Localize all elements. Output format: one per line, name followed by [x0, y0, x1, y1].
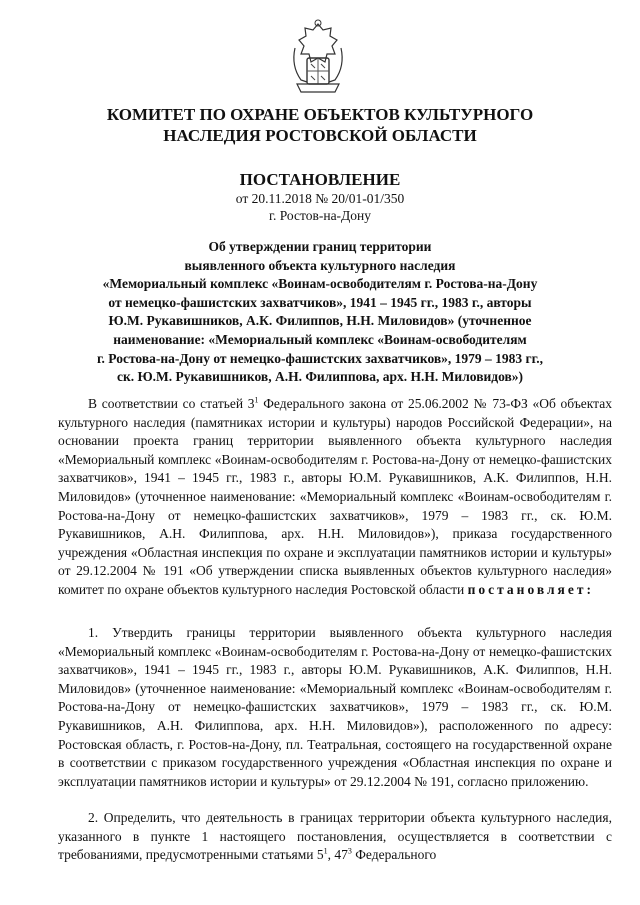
item-2-text: , 47 — [327, 847, 348, 863]
superscript: 3 — [347, 846, 352, 856]
title-line: от немецко-фашистских захватчиков», 1941 – 1945 гг., 1983 г., авторы — [108, 294, 532, 310]
title-line: «Мемориальный комплекс «Воинам-освободителям г. Ростова-на-Дону — [102, 276, 538, 292]
preamble-paragraph — [58, 395, 612, 600]
date-number: от 20.11.2018 № 20/01-01/350 — [235, 191, 405, 206]
item-2-paragraph — [58, 809, 612, 865]
superscript: 1 — [323, 846, 328, 856]
title-line: Ю.М. Рукавишников, А.К. Филиппов, Н.Н. Миловидов» (уточненное — [108, 313, 532, 329]
item-1-text: 1. Утвердить границы территории выявленного объекта культурного наследия «Мемориальный комплекс «Воинам-освободителям г. Ростова-на-Дону от немецко-фашистских захватчиков», 1941 – 1945 гг., 1983 г., авторы Ю.М. Рукавишников, А.К. Филиппов, Н.Н. Миловидов» (уточненное наименование: «Мемориальный комплекс «Воинам-освободителям г. Ростова-на-Дону от немецко-фашистских захватчиков», 1979 – 1983 гг., ск. Ю.М. Рукавишников, А.Н. Филиппова, арх. Н.Н. Миловидов»), расположенного по адресу: Ростовская область, г. Ростов-на-Дону, пл. Театральная, состоящего на государственной охране в соответствии с приказом государственного учреждения «Областная инспекция по охране и эксплуатации памятников истории и культуры» от 29.12.2004 № 191, согласно приложению. — [58, 625, 612, 789]
document-type: ПОСТАНОВЛЕНИЕ — [239, 170, 401, 189]
organization-name — [0, 104, 640, 146]
organization-name-line1: КОМИТЕТ ПО ОХРАНЕ ОБЪЕКТОВ КУЛЬТУРНОГО — [106, 105, 534, 124]
preamble-text: В соответствии со статьей 3 — [88, 396, 255, 411]
title-line: ск. Ю.М. Рукавишников, А.Н. Филиппова, арх. Н.Н. Миловидов») — [116, 369, 524, 385]
title-line: Об утверждении границ территории — [208, 239, 432, 254]
document-meta — [0, 190, 640, 224]
decree-word: постановляет: — [467, 581, 594, 597]
city: г. Ростов-на-Дону — [268, 208, 371, 223]
document-title — [40, 238, 600, 387]
preamble-text: Федерального закона от 25.06.2002 № 73-ФЗ «Об объектах культурного наследия (памятниках истории и культуры) народов Российской Федерации», на основании проекта границ территории выявленного объекта культурного наследия «Мемориальный комплекс «Воинам-освободителям г. Ростова-на-Дону от немецко-фашистских захватчиков», 1941 – 1945 гг., 1983 г., авторы Ю.М. Рукавишников, А.К. Филиппов, Н.Н. Миловидов» (уточненное наименование: «Мемориальный комплекс «Воинам-освободителям г. Ростова-на-Дону от немецко-фашистских захватчиков», 1979 – 1983 гг., ск. Ю.М. Рукавишников, А.Н. Филиппова, арх. Н.Н. Миловидов»), приказа государственного учреждения «Областная инспекция по охране и эксплуатации памятников истории и культуры» от 29.12.2004 № 191 «Об утверждении списка выявленных объектов культурного наследия» комитет по охране объектов культурного наследия Ростовской области — [58, 396, 612, 597]
item-2-text: 2. Определить, что деятельность в границах территории объекта культурного наследия, указанного в пункте 1 настоящего постановления, осуществляется в соответствии с требованиями, предусмотренными статьями 5 — [58, 810, 612, 863]
title-line: наименование: «Мемориальный комплекс «Воинам-освободителям — [113, 331, 527, 347]
organization-name-line2: НАСЛЕДИЯ РОСТОВСКОЙ ОБЛАСТИ — [163, 126, 477, 145]
superscript: 1 — [254, 395, 259, 405]
item-1-paragraph — [58, 624, 612, 791]
title-line: выявленного объекта культурного наследия — [184, 257, 456, 273]
coat-of-arms-icon — [287, 18, 349, 98]
item-2-text: Федерального — [351, 847, 437, 863]
title-line: г. Ростова-на-Дону от немецко-фашистских захватчиков», 1979 – 1983 гг., — [96, 350, 544, 366]
